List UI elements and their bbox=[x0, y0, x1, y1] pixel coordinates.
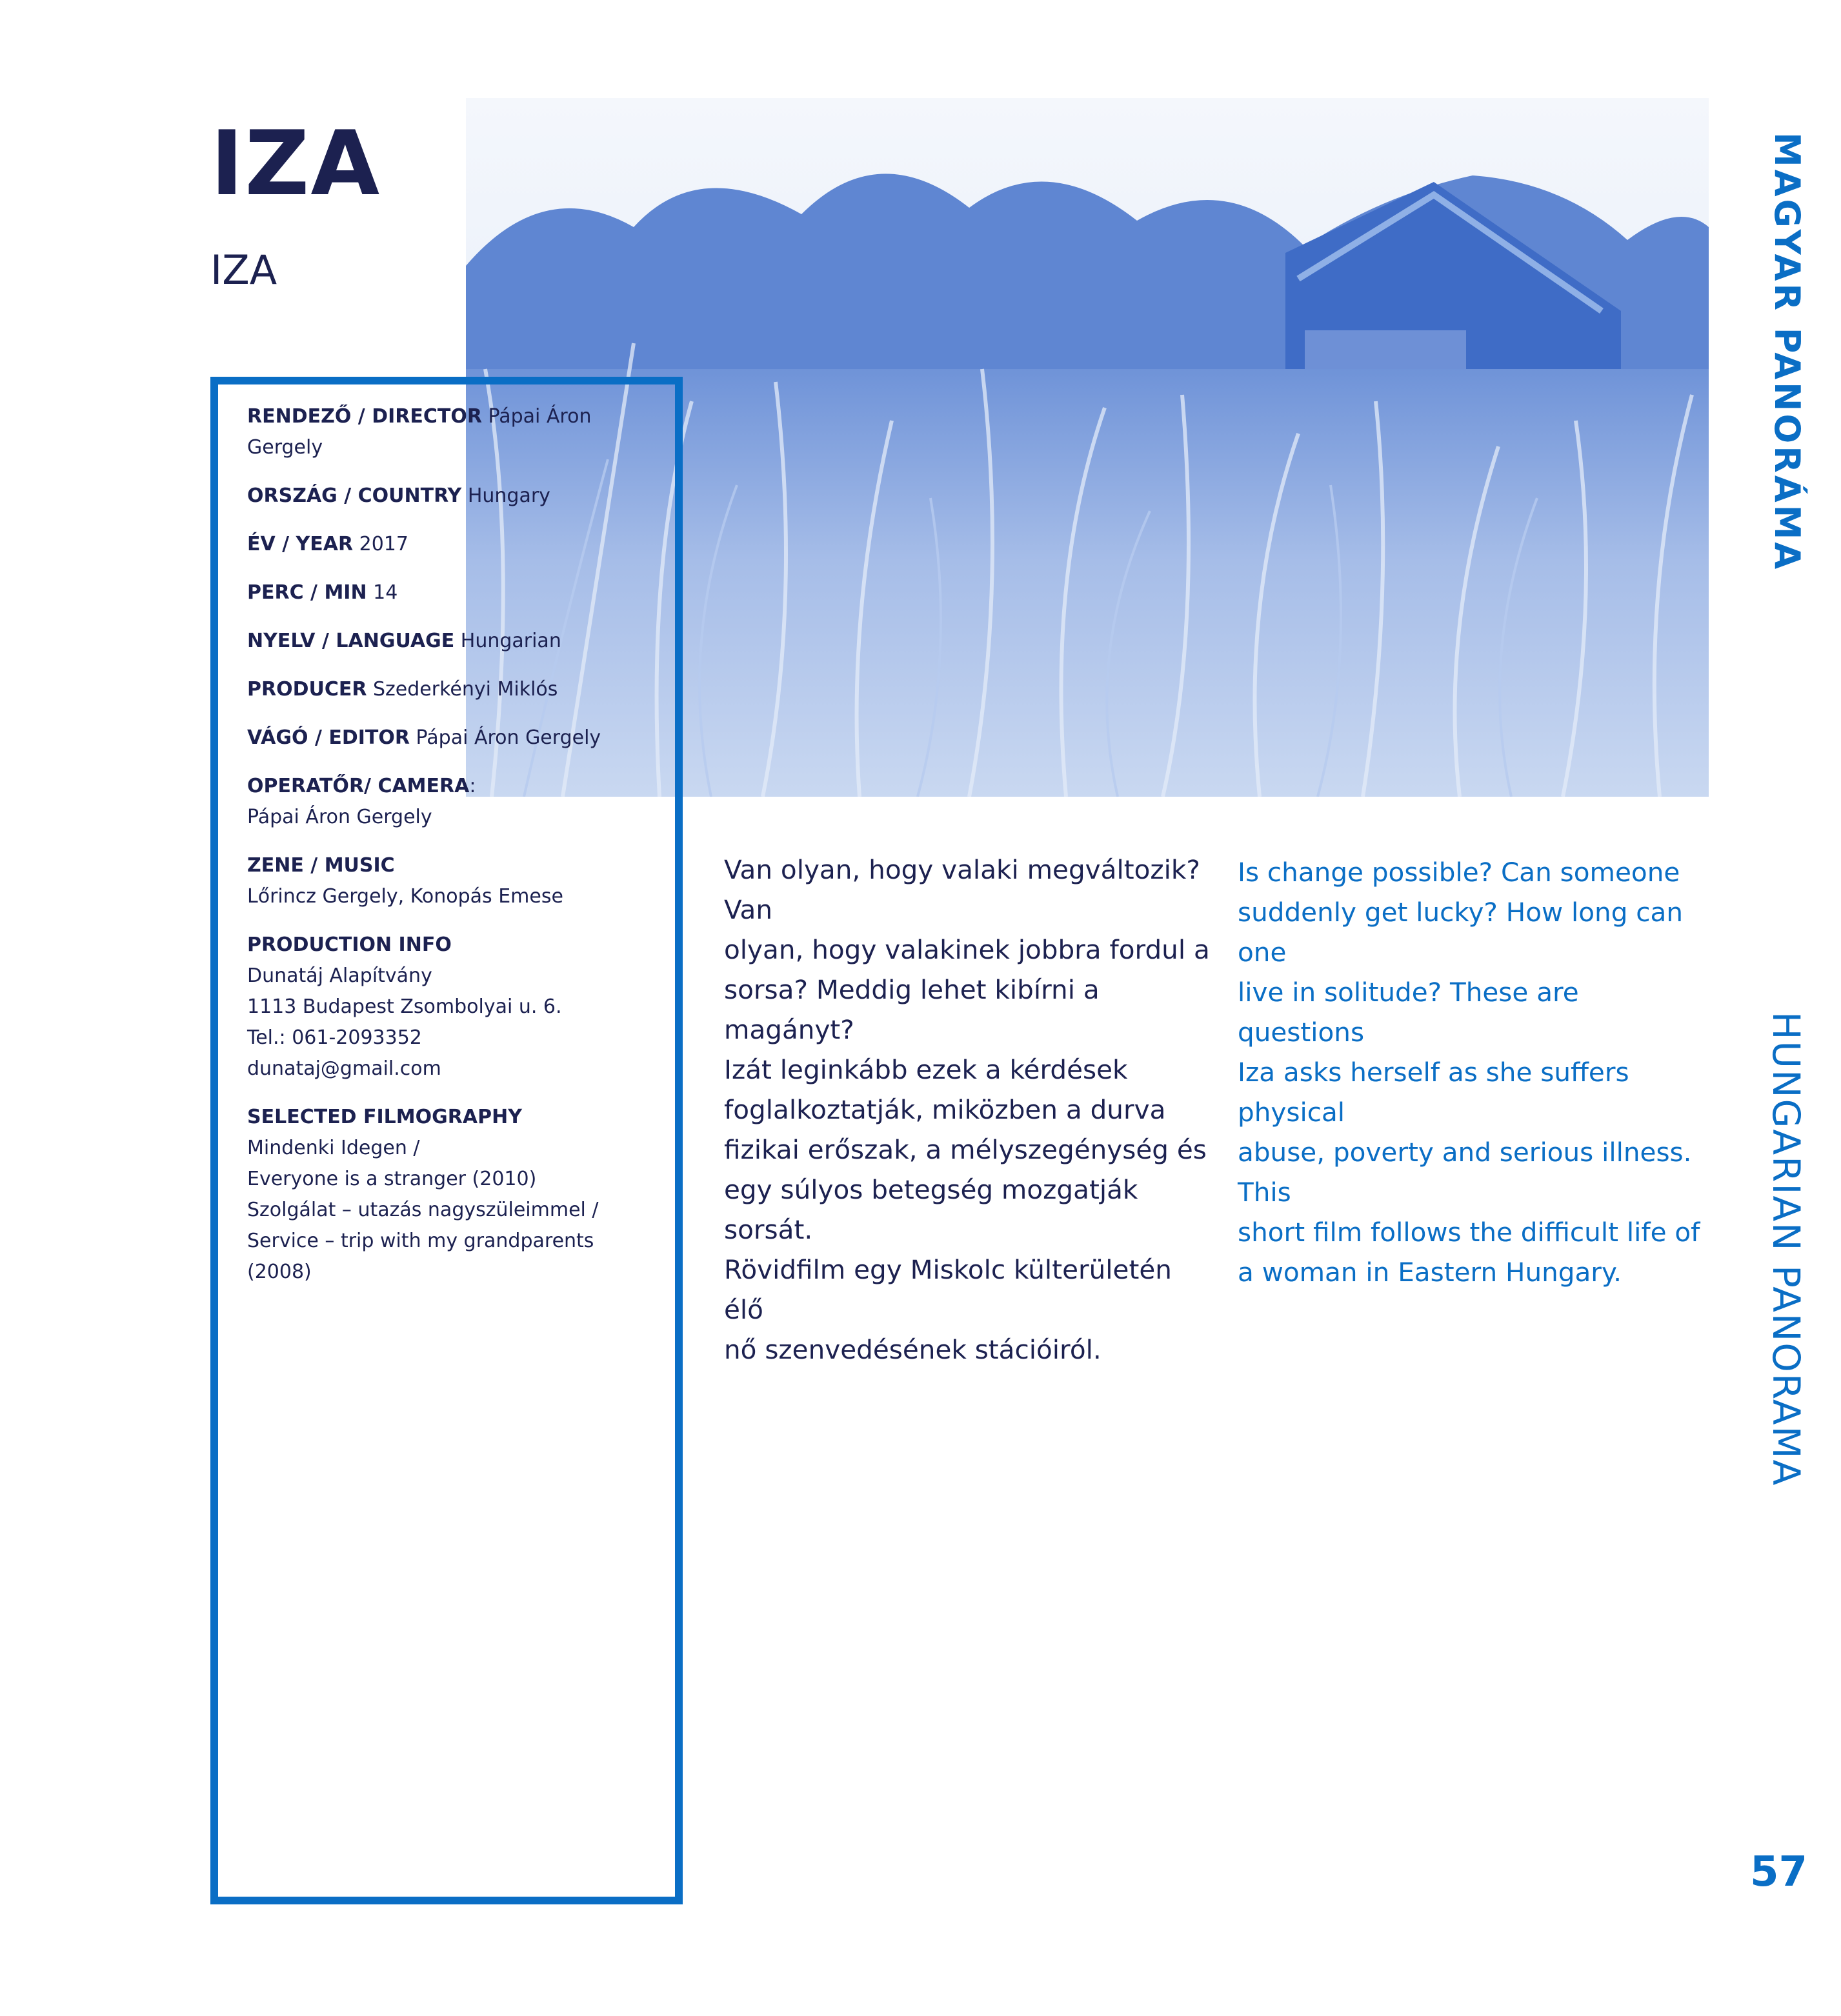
credit-music: ZENE / MUSIC Lőrincz Gergely, Konopás Emese bbox=[247, 854, 563, 908]
credit-camera: OPERATŐR/ CAMERA: Pápai Áron Gergely bbox=[247, 775, 476, 828]
credit-director: RENDEZŐ / DIRECTOR Pápai Áron Gergely bbox=[247, 405, 592, 459]
page-number: 57 bbox=[1750, 1848, 1808, 1896]
selected-filmography: SELECTED FILMOGRAPHY Mindenki Idegen / Everyone is a stranger (2010) Szolgálat – utazás nagyszüleimmel / Service – trip with my grandparents (2008) bbox=[247, 1106, 599, 1283]
credit-editor: VÁGÓ / EDITOR Pápai Áron Gergely bbox=[247, 726, 601, 749]
credit-producer: PRODUCER Szederkényi Miklós bbox=[247, 678, 558, 701]
synopsis-english: Is change possible? Can someone suddenly get lucky? How long can one live in solitude? These are questions Iza asks herself as she suffers physical abuse, poverty and serious illness. This short film follows the difficult life of a woman in Eastern Hungary. bbox=[1238, 857, 1700, 1288]
credit-minutes: PERC / MIN 14 bbox=[247, 581, 398, 604]
film-title: IZA bbox=[210, 112, 381, 215]
credit-year: ÉV / YEAR 2017 bbox=[247, 533, 408, 555]
section-label-english: HUNGARIAN PANORAMA bbox=[1764, 1012, 1808, 1487]
film-original-title: IZA bbox=[210, 246, 277, 294]
credit-language: NYELV / LANGUAGE Hungarian bbox=[247, 630, 561, 652]
synopsis-hungarian: Van olyan, hogy valaki megváltozik? Van olyan, hogy valakinek jobbra fordul a sorsa? Meddig lehet kibírni a magányt? Izát leginkább ezek a kérdések foglalkoztatják, miközben a durva fizikai erőszak, a mélyszegénység és egy súlyos betegség mozgatják sorsát. Rövidfilm egy Miskolc külterületén élő nő szenvedésének stációiról. bbox=[724, 854, 1210, 1365]
section-label-hungarian: MAGYAR PANORÁMA bbox=[1767, 132, 1807, 572]
credits-list bbox=[247, 401, 660, 1305]
production-info: PRODUCTION INFO Dunatáj Alapítvány 1113 Budapest Zsombolyai u. 6. Tel.: 061-2093352 dunataj@gmail.com bbox=[247, 933, 562, 1080]
credit-country: ORSZÁG / COUNTRY Hungary bbox=[247, 484, 550, 507]
